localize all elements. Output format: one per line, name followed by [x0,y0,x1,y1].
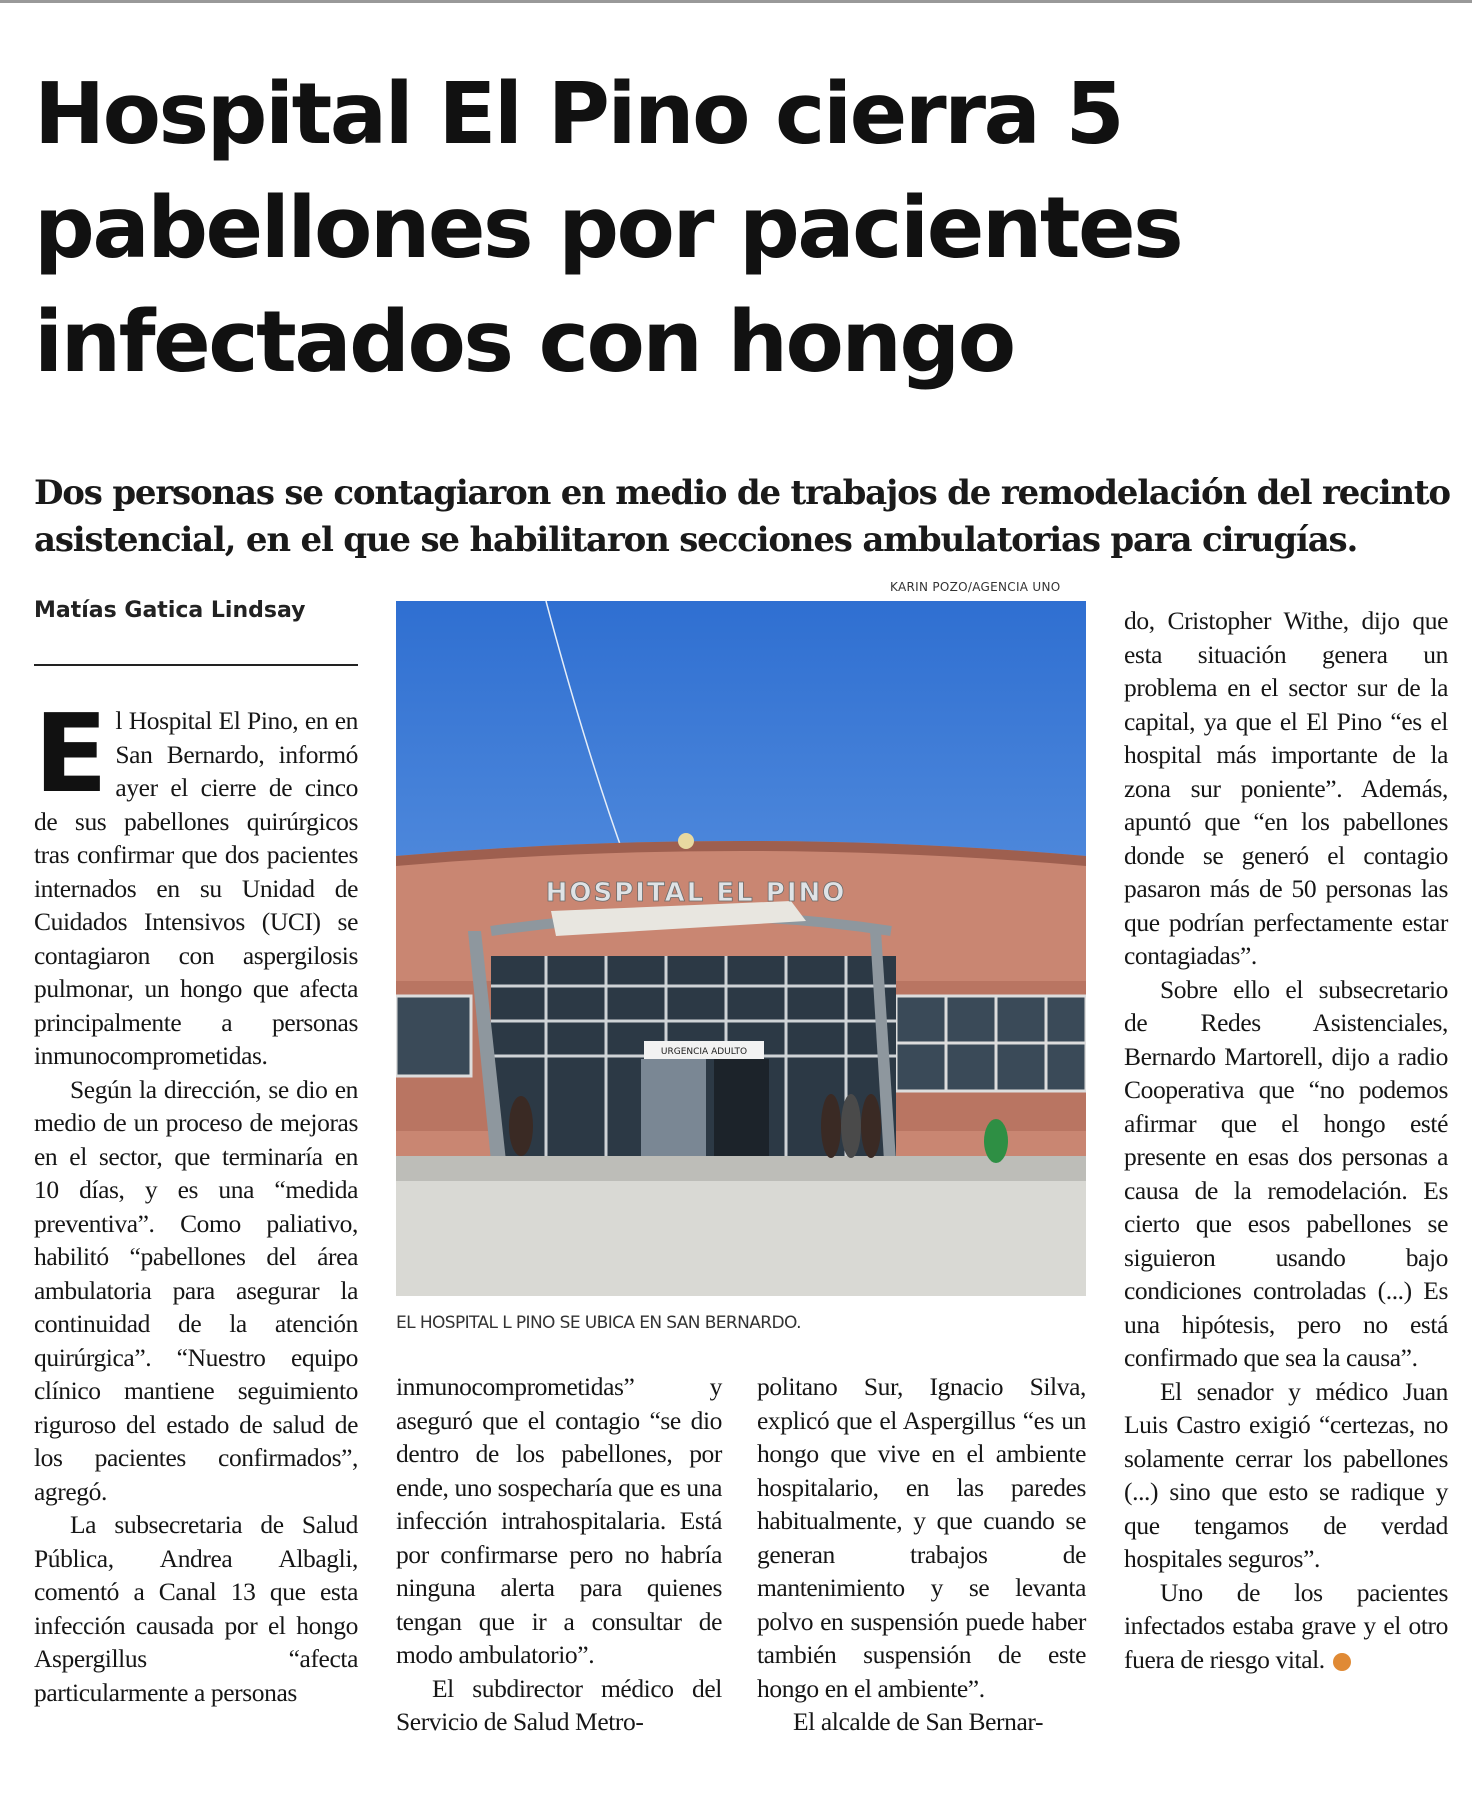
deck: Dos personas se contagiaron en medio de trabajos de remodelación del recinto asistencial, en el que se habilitaron secciones ambulatorias para cirugías. [34,473,1450,560]
column-4 [1124,604,1448,1676]
drop-cap: E [34,692,108,817]
column-3 [757,1370,1086,1739]
byline-rule [34,664,358,666]
photo-caption: EL HOSPITAL L PINO SE UBICA EN SAN BERNARDO. [396,1313,801,1333]
paragraph-7: El senador y médico Juan Luis Castro exigió “certezas, no solamente cerrar los pabellones (...) sino que esto se radique y que tengamos de verdad hospitales seguros”. [1124,1376,1448,1573]
paragraph-5-continued: do, Cristopher Withe, dijo que esta situación genera un problema en el sector sur de la capital, ya que el El Pino “es el hospital más importante de la zona sur poniente”. Además, apuntó que “en los pabellones donde se generó el contagio pasaron más de 50 personas las que podrían perfectamente estar contagiadas”. [1124,606,1448,970]
photo-credit: KARIN POZO/AGENCIA UNO [890,580,1061,594]
circle-star-icon: ✪ [1333,1653,1351,1671]
paragraph-6: Sobre ello el subsecretario de Redes Asistenciales, Bernardo Martorell, dijo a radio Cooperativa que “no podemos afirmar que el hongo esté presente en esas dos personas a causa de la remodelación. Es cierto que esos pabellones se siguieron usando bajo condiciones controladas (...) Es una hipótesis, pero no está confirmado que sea la causa”. [1124,974,1448,1372]
paragraph-2: Según la dirección, se dio en medio de un proceso de mejoras en el sector, que terminaría en 10 días, y es una “medida preventiva”. Como paliativo, habilitó “pabellones del área ambulatoria para asegurar la continuidad de la atención quirúrgica”. “Nuestro equipo clínico mantiene seguimiento riguroso del estado de salud de los pacientes confirmados”, agregó. [34,1074,358,1506]
headline: Hospital El Pino cierra 5 pabellones por pacientes infectados con hongo [34,65,1182,392]
paragraph-3-continued: inmunocomprometidas” y aseguró que el contagio “se dio dentro de los pabellones, por ende, uno sospecharía que es una infección intrahospitalaria. Está por confirmarse pero no habría ninguna alerta para quienes tengan que ir a consultar de modo ambulatorio”. [396,1372,722,1669]
byline: Matías Gatica Lindsay [34,598,306,623]
paragraph-8: Uno de los pacientes infectados estaba grave y el otro fuera de riesgo vital. [1124,1577,1448,1674]
door-sign-text: URGENCIA ADULTO [660,1047,748,1057]
column-2 [396,1370,722,1739]
top-rule [0,0,1472,3]
column-1 [34,692,358,1709]
paragraph-3: La subsecretaria de Salud Pública, Andrea Albagli, comentó a Canal 13 que esta infección causada por el hongo Aspergillus “afecta particularmente a personas [34,1510,358,1707]
paragraph-4-continued: politano Sur, Ignacio Silva, explicó que el Aspergillus “es un hongo que vive en el ambiente hospitalario, en las paredes habitualmente, y que cuando se generan trabajos de mantenimiento y se levanta polvo en suspensión puede haber también suspensión de este hongo en el ambiente”. [757,1372,1086,1703]
paragraph-4: El subdirector médico del Servicio de Salud Metro- [396,1673,722,1736]
hospital-photo [396,601,1086,1296]
building-sign-text: HOSPITAL EL PINO [545,878,847,908]
paragraph-1: l Hospital El Pino, en en San Bernardo, informó ayer el cierre de cinco de sus pabellones quirúrgicos tras confirmar que dos pacientes internados en su Unidad de Cuidados Intensivos (UCI) se contagiaron con aspergilosis pulmonar, un hongo que afecta principalmente a personas inmunocomprometidas. [34,706,358,1070]
paragraph-5: El alcalde de San Bernar- [793,1707,1044,1736]
